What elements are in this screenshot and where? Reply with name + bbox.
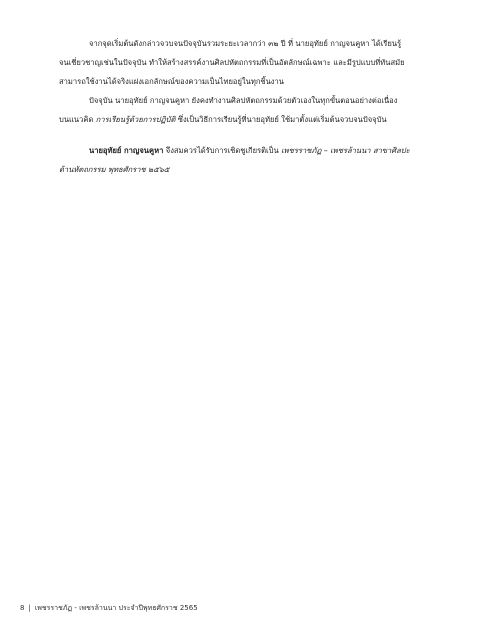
award-title: เพชรราชภัฏ – เพชรล้านนา สาขาศิลปะ bbox=[281, 146, 410, 155]
paragraph-3-line-2: ด้านหัตถกรรม พุทธศักราช ๒๕๖๕ bbox=[59, 165, 170, 174]
honoree-name: นายอุทัยย์ กาญจนคูหา bbox=[89, 146, 164, 155]
paragraph-2-line-1: ปัจจุบัน นายอุทัยย์ กาญจนคูหา ยังคงทำงานศิลปหัตถกรรมด้วยตัวเองในทุกขั้นตอนอย่างต่อเนื่อง bbox=[89, 96, 398, 105]
footer-separator: | bbox=[28, 604, 31, 612]
paragraph-1-line-2: จนเชี่ยวชาญเช่นในปัจจุบัน ทำให้สร้างสรรค์งานศิลปหัตถกรรมที่เป็นอัตลักษณ์เฉพาะ และมีรูปแบบที่ทันสมัย bbox=[59, 58, 405, 67]
paragraph-3 bbox=[59, 141, 441, 179]
paragraph-2-text-c: ซึ่งเป็นวิธีการเรียนรู้ที่นายอุทัยย์ ใช้มาตั้งแต่เริ่มต้นจวบจนปัจจุบัน bbox=[175, 115, 387, 124]
paragraph-2-line-2 bbox=[59, 110, 441, 129]
paragraph-1 bbox=[59, 34, 441, 91]
body-text bbox=[59, 34, 441, 179]
learning-by-doing-phrase: การเรียนรู้ด้วยการปฏิบัติ bbox=[95, 115, 176, 124]
page-footer bbox=[20, 603, 198, 614]
paragraph-1-line-3: สามารถใช้งานได้จริงแฝงเอกลักษณ์ของความเป็นไทยอยู่ในทุกชิ้นงาน bbox=[59, 77, 284, 86]
paragraph-1-line-1: จากจุดเริ่มต้นดังกล่าวจวบจนปัจจุบันรวมระยะเวลากว่า ๓๒ ปี ที่ นายอุทัยย์ กาญจนคูหา ได้เรียนรู้ bbox=[89, 39, 402, 48]
paragraph-3-line-1 bbox=[59, 141, 441, 160]
page-number: 8 bbox=[20, 604, 25, 612]
paragraph-2-text-a: บนแนวคิด bbox=[59, 115, 96, 124]
footer-text: เพชรราชภัฏ - เพชรล้านนา ประจำปีพุทธศักราช 2565 bbox=[34, 604, 198, 612]
paragraph-3-text-mid: จึงสมควรได้รับการเชิดชูเกียรติเป็น bbox=[163, 146, 282, 155]
paragraph-2 bbox=[59, 91, 441, 129]
